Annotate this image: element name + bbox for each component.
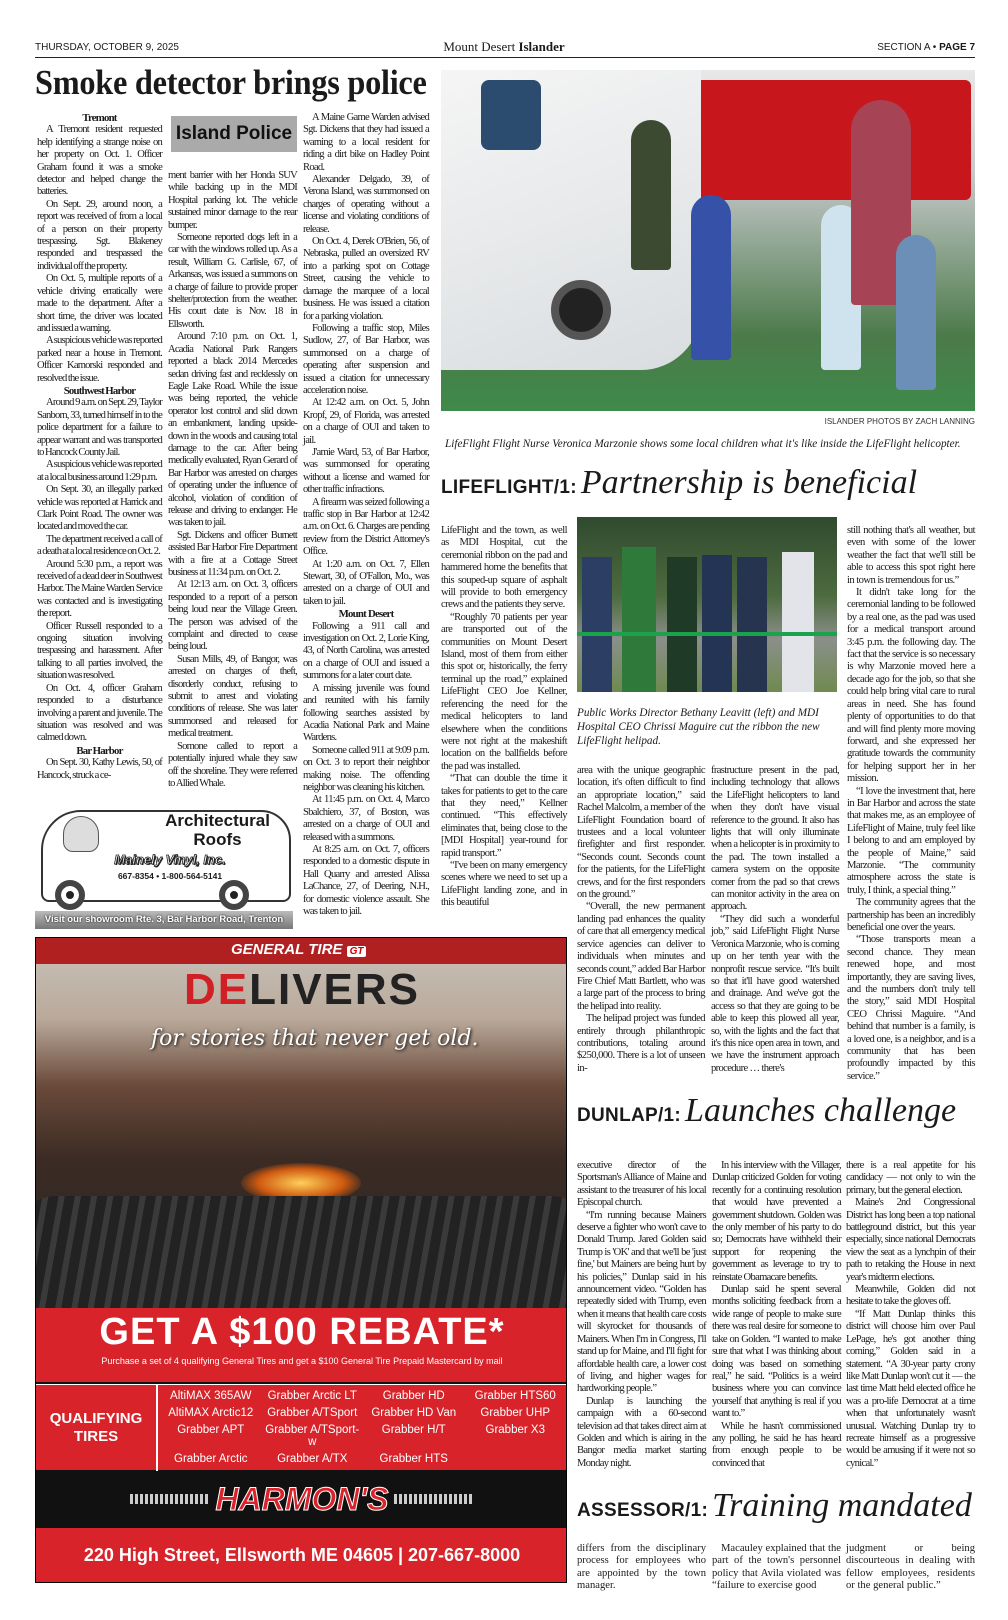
article-paragraph: “I'm running because Mainers deserve a fighter who won't cave to Donald Trump. Jared Golden said Trump is 'OK' and that we'll be 'just fine,' but Mainers are being hurt by his policies,” Dunlap said in his announcement video. “Golden has repeatedly sided with Trump, even when it means that health care costs will skyrocket for thousands of Mainers. When I'm in Congress, I'll stand up for Maine, and I'll fight for affordable health care, a lower cost of living, and higher wages for hardworking people.” bbox=[577, 1209, 706, 1395]
article-paragraph: “Those transports mean a second chance. They mean renewed hope, and most importantly, they are saving lives, and the numbers don't truly tell the story,” said MDI Hospital CEO Chrissi Maguire. “And behind that number is a family, is a loved one, is a neighbor, and is a community that has been profoundly impacted by this service.” bbox=[847, 934, 975, 1082]
article-paragraph: ment barrier with her Honda SUV while backing up in the MDI Hospital parking lot. The vehicle sustained minor damage to the rear bumper. bbox=[168, 170, 297, 231]
helicopter-window bbox=[481, 80, 541, 150]
article-paragraph: “They did such a wonderful job,” said LifeFlight Flight Nurse Veronica Marzonie, who is coming up on her tenth year with the nonprofit rescue service. “It's built so that it'll have good watershed and drainage. And we've got the access so that they are going to be able to keep this plowed all year, so, with the lights and the fact that it's this nice open area in town, and we have the instrument approach procedure … there's bbox=[711, 913, 839, 1074]
deck: Training mandated bbox=[712, 1487, 972, 1524]
person-figure bbox=[622, 547, 656, 692]
article-paragraph: “I love the investment that, here in Bar Harbor and across the state that makes me, as an employee of LifeFlight of Maine, truly feel like I belong to and am employed by the people of Maine,” said Marzonie. “The community atmosphere across the state is truly, I think, a special thing.” bbox=[847, 785, 975, 896]
roofs-advertisement[interactable] bbox=[35, 808, 293, 930]
article-paragraph: Meanwhile, Golden did not hesitate to take the gloves off. bbox=[846, 1284, 975, 1308]
article-paragraph: On Sept. 29, around noon, a report was received of from a local of a person on their property trespassing. Sgt. Blakeney responded and trespassed the individual off the property. bbox=[37, 198, 162, 272]
assessor-column-2 bbox=[712, 1543, 841, 1593]
article-paragraph: Following a traffic stop, Miles Sudlow, 27, of Bar Harbor, was summonsed on a charge of operating after suspension and issued a citation for unnecessary acceleration noise. bbox=[303, 322, 429, 396]
lifeflight-column-2 bbox=[577, 765, 705, 1075]
article-paragraph: A Tremont resident requested help identifying a strange noise on her property on Oct. 1. Officer Graham found it was a smoke detector and helped change the batteries. bbox=[37, 124, 162, 198]
roofs-headline bbox=[145, 811, 290, 849]
roofs-line-1: Architectural bbox=[165, 811, 270, 830]
child-figure bbox=[691, 195, 731, 360]
article-paragraph: Someone called 911 at 9:09 p.m. on Oct. 3 to report their neighbor making noise. The offending neighbor was cleaning his kitchen. bbox=[303, 744, 429, 793]
article-paragraph: Dunlap is launching the campaign with a 60-second television ad that takes direct aim at Golden and which is airing in the Bangor media market starting Monday night. bbox=[577, 1395, 706, 1469]
article-paragraph: area with the unique geographic location, it's often difficult to find an appropriate location,” said Rachel Malcolm, a member of the LifeFlight Foundation board of trustees and a local volunteer firefighter and first responder. “Seconds count. Seconds count for the patients, for the LifeFlight crews, and for the first responders on the ground.” bbox=[577, 765, 705, 901]
assessor-headline bbox=[577, 1487, 972, 1525]
qualifying-tire: Grabber H/T bbox=[381, 1424, 446, 1436]
article-paragraph: LifeFlight and the town, as well as MDI Hospital, cut the ceremonial ribbon on the pad and hammered home the benefits that this souped-up square of asphalt will provide to both emergency crews and the patients they serve. bbox=[441, 525, 567, 611]
qualifying-tire: Grabber A/TX bbox=[277, 1453, 348, 1465]
lifeflight-column-3 bbox=[711, 765, 839, 1075]
qualifying-tires-table bbox=[36, 1384, 567, 1470]
article-paragraph: there is a real appetite for his candidacy — not only to win the primary, but the general election. bbox=[846, 1160, 975, 1196]
article-paragraph: A suspicious vehicle was reported at a local business around 1:29 p.m. bbox=[37, 459, 162, 483]
article-paragraph: still nothing that's all weather, but even with some of the lower weather the fact that we'll still be able to access this spot right here in town is tremendous for us.” bbox=[847, 525, 975, 586]
person-figure bbox=[702, 555, 732, 692]
article-paragraph: judgment or being discourteous in dealing with fellow employees, residents or the general public.” bbox=[846, 1543, 975, 1592]
lifeflight-column-1 bbox=[441, 525, 567, 910]
delivers-title bbox=[36, 966, 567, 1014]
article-paragraph: At 8:25 a.m. on Oct. 7, officers responded to a domestic dispute in Hall Quarry and arrested Alissa LaChance, 27, of Deering, N.H., for domestic violence assault. She was taken to jail. bbox=[303, 843, 429, 917]
worker-illustration bbox=[63, 816, 99, 852]
assessor-column-3 bbox=[846, 1543, 975, 1593]
rebate-band bbox=[36, 1308, 567, 1382]
article-paragraph: executive director of the Sportsman's Alliance of Maine and assistant to the treasurer of his local Episcopal church. bbox=[577, 1160, 706, 1209]
article-paragraph: On Oct. 4, officer Graham responded to a disturbance involving a parent and juvenile. The situation was resolved and was calmed down. bbox=[37, 682, 162, 744]
qualifying-tire: Grabber A/TSport-w bbox=[265, 1424, 360, 1448]
section-label: SECTION A • bbox=[877, 42, 940, 53]
flight-nurse bbox=[631, 120, 671, 270]
island-police-label: Island Police bbox=[171, 116, 297, 152]
article-paragraph: Susan Mills, 49, of Bangor, was arrested on charges of theft, disorderly conduct, refusing to submit to arrest and violating conditions of release. She was later summonsed and released for medical treatment. bbox=[168, 653, 297, 740]
helicopter-photo bbox=[441, 70, 975, 411]
article-paragraph: J'amie Ward, 53, of Bar Harbor, was summonsed for operating without a license and warned for other traffic infractions. bbox=[303, 446, 429, 496]
van-wheel-front bbox=[55, 880, 85, 910]
delivers-part-b: LIVERS bbox=[249, 965, 421, 1014]
roofs-company: Mainely Vinyl, Inc. bbox=[114, 852, 226, 867]
brand-name: GENERAL TIRE bbox=[231, 941, 343, 958]
article-paragraph: Sgt. Dickens and officer Burnett assisted Bar Harbor Fire Department with a fire at a Cottage Street business at 11:34 p.m. on Oct. 2. bbox=[168, 529, 297, 578]
article-paragraph: Following a 911 call and investigation on Oct. 2, Lorie King, 43, of North Carolina, was arrested on a charge of OUI and issued a summons for a later court date. bbox=[303, 620, 429, 682]
town-subhead: Bar Harbor bbox=[76, 744, 123, 757]
tread-stripe-icon bbox=[130, 1494, 210, 1504]
article-paragraph: A missing juvenile was found and reunited with his family following searches assisted by Acadia National Park and Maine Wardens. bbox=[303, 682, 429, 744]
lifeflight-column-4 bbox=[847, 525, 975, 1083]
article-paragraph: “That can double the time it takes for patients to get to the care that they need,” Kellner continued. “This effectively eliminates that, being close to the [MDI Hospital] year-round for rapid transport.” bbox=[441, 773, 567, 859]
person-figure bbox=[782, 552, 814, 692]
helicopter-wheel bbox=[551, 280, 611, 340]
general-tire-advertisement[interactable] bbox=[35, 937, 567, 1583]
roofs-phones: 667-8354 • 1-800-564-5141 bbox=[117, 871, 223, 881]
article-paragraph: At 1:20 a.m. on Oct. 7, Ellen Stewart, 30, of O'Fallon, Mo., was arrested on a charge of OUI and taken to jail. bbox=[303, 558, 429, 607]
article-paragraph: At 11:45 p.m. on Oct. 4, Marco Sbalchiero, 37, of Boston, was arrested on a charge of OUI and released with a summons. bbox=[303, 794, 429, 843]
photo-caption: LifeFlight Flight Nurse Veronica Marzonie shows some local children what it's like inside the LifeFlight helicopter. bbox=[445, 438, 961, 450]
child-figure bbox=[896, 235, 936, 390]
qualifying-tires-label: QUALIFYING TIRES bbox=[36, 1385, 158, 1471]
article-paragraph: “If Matt Dunlap thinks this district will choose him over Paul LePage, he's got another thing coming,” Golden said in a statement. “A 30-year party crony like Matt Dunlap won't cut it — the last time Matt held elected office he was a pro-life Democrat at a time when that unfortunately wasn't unusual. Watching Dunlap try to recreate himself as a progressive would be amusing if it were not so cynical.” bbox=[846, 1308, 975, 1469]
article-paragraph: “Roughly 70 patients per year are transported out of the communities on Mount Desert Island, most of them from either this spot or, historically, the ferry terminal up the road,” explained LifeFlight CEO Joe Kellner, referencing the need for the medical helicopters to land elsewhere when the conditions were not right at the makeshift location on the ballfields before the pad was installed. bbox=[441, 611, 567, 772]
tagline: for stories that never get old. bbox=[151, 1026, 479, 1051]
jump-label: /1: bbox=[553, 477, 577, 498]
masthead-rule bbox=[35, 57, 975, 58]
article-paragraph: On Oct. 5, multiple reports of a vehicle driving erratically were made to the department. After a short time, the driver was located and issued a warning. bbox=[37, 273, 162, 334]
dealer-name: HARMON'S bbox=[215, 1480, 389, 1517]
qualifying-tire: Grabber HTS bbox=[379, 1453, 448, 1465]
town-subhead: Mount Desert bbox=[338, 608, 394, 621]
article-paragraph: At 12:42 a.m. on Oct. 5, John Kropf, 29, of Florida, was arrested on a charge of OUI and taken to jail. bbox=[303, 397, 429, 446]
paper-name bbox=[0, 39, 1008, 55]
tread-stripe-icon bbox=[394, 1494, 474, 1504]
dunlap-headline bbox=[577, 1092, 956, 1130]
tires-image bbox=[35, 1196, 567, 1308]
kicker: ASSESSOR bbox=[577, 1500, 685, 1521]
article-paragraph: A firearm was seized following a traffic stop in Bar Harbor at 12:42 a.m. on Oct. 6. Charges are pending review from the District Attorney's Office. bbox=[303, 496, 429, 558]
person-figure bbox=[667, 557, 697, 692]
article-paragraph: Around 9 a.m. on Sept. 29, Taylor Sanborn, 33, turned himself in to the police department for a failure to appear warrant and was transported to Hancock County Jail. bbox=[37, 397, 162, 458]
police-column-1 bbox=[37, 112, 162, 782]
dealer-logo bbox=[36, 1472, 567, 1526]
article-paragraph: frastructure present in the pad, including technology that allows the LifeFlight helicopters to land when they don't have visual reference to the ground. It also has lights that will only illuminate when a helicopter is in proximity to the pad. The town installed a camera system on the opposite corner from the pad so that crews can monitor activity in the area on approach. bbox=[711, 765, 839, 913]
deck: Partnership is beneficial bbox=[580, 464, 918, 501]
person-figure bbox=[582, 557, 612, 692]
ribbon-cutting-photo bbox=[577, 517, 837, 692]
roofs-footer: Visit our showroom Rte. 3, Bar Harbor Road, Trenton bbox=[35, 911, 293, 929]
qualifying-tire: Grabber HD Van bbox=[371, 1407, 457, 1419]
article-paragraph: On Oct. 4, Derek O'Brien, 56, of Nebraska, pulled an oversized RV into a parking spot on Cottage Street, causing the vehicle to damage the marquee of a local business. He was issued a citation for a parking violation. bbox=[303, 236, 429, 322]
article-paragraph: Officer Russell responded to a ongoing situation involving trespassing and harassment. After talking to all parties involved, the situation was resolved. bbox=[37, 620, 162, 682]
rebate-subtext: Purchase a set of 4 qualifying General Tires and get a $100 General Tire Prepaid Mastercard by mail bbox=[101, 1356, 503, 1366]
article-paragraph: Macauley explained that the part of the town's personnel policy that Avila violated was “failure to exercise good bbox=[712, 1543, 841, 1592]
qualifying-tire: Grabber Arctic LT bbox=[267, 1390, 357, 1402]
page-number: PAGE 7 bbox=[939, 42, 975, 53]
article-paragraph: “I've been on many emergency scenes where we need to set up a LifeFlight landing zone, and in this beautiful bbox=[441, 859, 567, 909]
rebate-headline: GET A $100 REBATE* bbox=[99, 1311, 505, 1353]
dunlap-column-2 bbox=[712, 1160, 841, 1470]
page-label bbox=[877, 42, 975, 53]
roofs-line-2: Roofs bbox=[193, 830, 242, 849]
article-paragraph: Somone called to report a potentially injured whale they saw off the shoreline. They were referred to Allied Whale. bbox=[168, 740, 297, 789]
qualifying-tire: Grabber X3 bbox=[485, 1424, 545, 1436]
lifeflight-headline bbox=[441, 464, 917, 502]
article-paragraph: The helipad project was funded entirely through philanthropic contributions, totaling around $250,000. There is a lot of unseen in- bbox=[577, 1013, 705, 1074]
qualifying-tire: Grabber HTS60 bbox=[474, 1390, 556, 1402]
article-paragraph: “Overall, the new permanent landing pad enhances the quality of care that all emergency medical service agencies can deliver to individuals when minutes and seconds count,” added Bar Harbor Fire Chief Matt Bartlett, who was a large part of the process to bring the helipad into reality. bbox=[577, 901, 706, 1012]
jump-label: /1: bbox=[657, 1105, 682, 1126]
issue-date: THURSDAY, OCTOBER 9, 2025 bbox=[35, 42, 179, 53]
dealer-address: 220 High Street, Ellsworth ME 04605 | 207-667-8000 bbox=[36, 1528, 567, 1583]
article-paragraph: On Sept. 30, an illegally parked vehicle was reported at Harrick and Clark Point Road. The owner was located and moved the car. bbox=[37, 484, 162, 533]
town-subhead: Southwest Harbor bbox=[63, 384, 136, 397]
assessor-column-1 bbox=[577, 1543, 706, 1593]
article-paragraph: In his interview with the Villager, Dunlap criticized Golden for voting recently for a continuing resolution that would have prevented a government shutdown. Golden was the only member of his party to do so; Democrats have withheld their support for reopening the government as leverage to try to reinstate Obamacare benefits. bbox=[712, 1160, 841, 1283]
paper-name-b: Islander bbox=[518, 39, 565, 54]
police-column-3 bbox=[303, 112, 429, 918]
article-paragraph: At 12:13 a.m. on Oct. 3, officers responded to a report of a person being loud near the Village Green. The person was advised of the complaint and directed to cease being loud. bbox=[168, 579, 297, 653]
article-paragraph: Maine's 2nd Congressional District has long been a top national battleground district, but this year especially, since national Democrats view the seat as a lynchpin of their path to retaking the House in next year's midterm elections. bbox=[846, 1197, 975, 1283]
inset-caption: Public Works Director Bethany Leavitt (left) and MDI Hospital CEO Chrissi Maguire cut the ribbon the new LifeFlight helipad. bbox=[577, 707, 820, 747]
dunlap-column-1 bbox=[577, 1160, 706, 1470]
article-paragraph: It didn't take long for the ceremonial landing to be followed by a real one, as the pad was used for a medical transport around 3:45 p.m. the following day. The fact that the service is so necessary is why Marzonie moved here a decade ago for the job, so that she could help bring vital care to rural areas in need. She has found plenty of opportunities to do that and will find plenty more moving forward, and she expressed her gratitude towards the community for helping support her in her mission. bbox=[847, 587, 975, 785]
general-tire-logo bbox=[231, 941, 366, 958]
article-paragraph: Around 7:10 p.m. on Oct. 1, Acadia National Park Rangers reported a black 2014 Mercedes sedan driving fast and recklessly on Eagle Lake Road. While the issue was being reported, the vehicle operator lost control and slid down an embankment, landing upside-down in the woods and causing total damage to the car. After being medically evaluated, Ryan Gerard of Bar Harbor was arrested on charges of operating under the influence of alcohol, violation of condition of release and driving to endanger. He was taken to jail. bbox=[168, 331, 297, 529]
police-headline: Smoke detector brings police bbox=[35, 63, 427, 102]
fire-truck bbox=[671, 80, 971, 200]
qualifying-tire: Grabber UHP bbox=[480, 1407, 551, 1419]
dunlap-column-3 bbox=[846, 1160, 975, 1470]
article-paragraph: A suspicious vehicle was reported parked near a house in Tremont. Officer Kamorski responded and resolved the issue. bbox=[37, 335, 162, 384]
article-paragraph: Around 5:30 p.m., a report was received of a dead deer in Southwest Harbor. The Maine Warden Service was contacted and is investigating the report. bbox=[37, 558, 162, 620]
article-paragraph: The community agrees that the partnership has been an incredibly beneficial one over the years. bbox=[847, 897, 975, 933]
qualifying-tire: Grabber HD bbox=[382, 1390, 445, 1402]
article-paragraph: differs from the disciplinary process for employees who are appointed by the town manager. bbox=[577, 1543, 706, 1592]
green-ribbon bbox=[577, 632, 837, 636]
kicker: LIFEFLIGHT bbox=[441, 477, 554, 498]
qualifying-tire: AltiMAX 365AW bbox=[170, 1390, 252, 1402]
qualifying-tire: Grabber A/TSport bbox=[267, 1407, 358, 1419]
kicker: DUNLAP bbox=[577, 1105, 658, 1126]
police-column-2 bbox=[168, 170, 297, 790]
article-paragraph: On Sept. 30, Kathy Lewis, 50, of Hancock, struck a ce- bbox=[37, 757, 162, 781]
qualifying-tire: Grabber Arctic bbox=[174, 1453, 248, 1465]
person-figure bbox=[737, 557, 767, 692]
article-paragraph: The department received a call of a death at a local residence on Oct. 2. bbox=[37, 533, 162, 558]
van-wheel-rear bbox=[219, 880, 249, 910]
town-subhead: Tremont bbox=[82, 112, 117, 124]
article-paragraph: Someone reported dogs left in a car with the windows rolled up. As a result, William G. Carlisle, 67, of Arkansas, was issued a summons on a charge of failure to provide proper shelter/protection from the weather. His court date is Nov. 18 in Ellsworth. bbox=[168, 232, 297, 330]
photo-credit: ISLANDER PHOTOS BY ZACH LANNING bbox=[824, 417, 975, 426]
gt-badge-icon: GT bbox=[347, 946, 367, 957]
deck: Launches challenge bbox=[685, 1092, 957, 1129]
article-paragraph: Dunlap said he spent several months soliciting feedback from a wide range of people to make sure there was real desire for someone to take on Golden. “I wanted to make sure that what I was thinking about doing was based on something real,” he said. “Politics is a weird business where you can convince yourself that anything is real if you want to.” bbox=[712, 1284, 841, 1420]
jump-label: /1: bbox=[685, 1500, 709, 1521]
paper-name-a: Mount Desert bbox=[443, 39, 519, 54]
tire-list bbox=[160, 1390, 566, 1465]
article-paragraph: A Maine Game Warden advised Sgt. Dickens that they had issued a warning to a local resident for riding a dirt bike on Hadley Point Road. bbox=[303, 112, 429, 173]
qualifying-tire: Grabber APT bbox=[177, 1424, 245, 1436]
article-paragraph: While he hasn't commissioned any polling, he said he has heard from enough people to be convinced that bbox=[712, 1420, 841, 1469]
qualifying-tire: AltiMAX Arctic12 bbox=[168, 1407, 254, 1419]
article-paragraph: Alexander Delgado, 39, of Verona Island, was summonsed on charges of operating without a license and violating conditions of release. bbox=[303, 174, 429, 235]
delivers-part-a: DE bbox=[183, 965, 250, 1014]
